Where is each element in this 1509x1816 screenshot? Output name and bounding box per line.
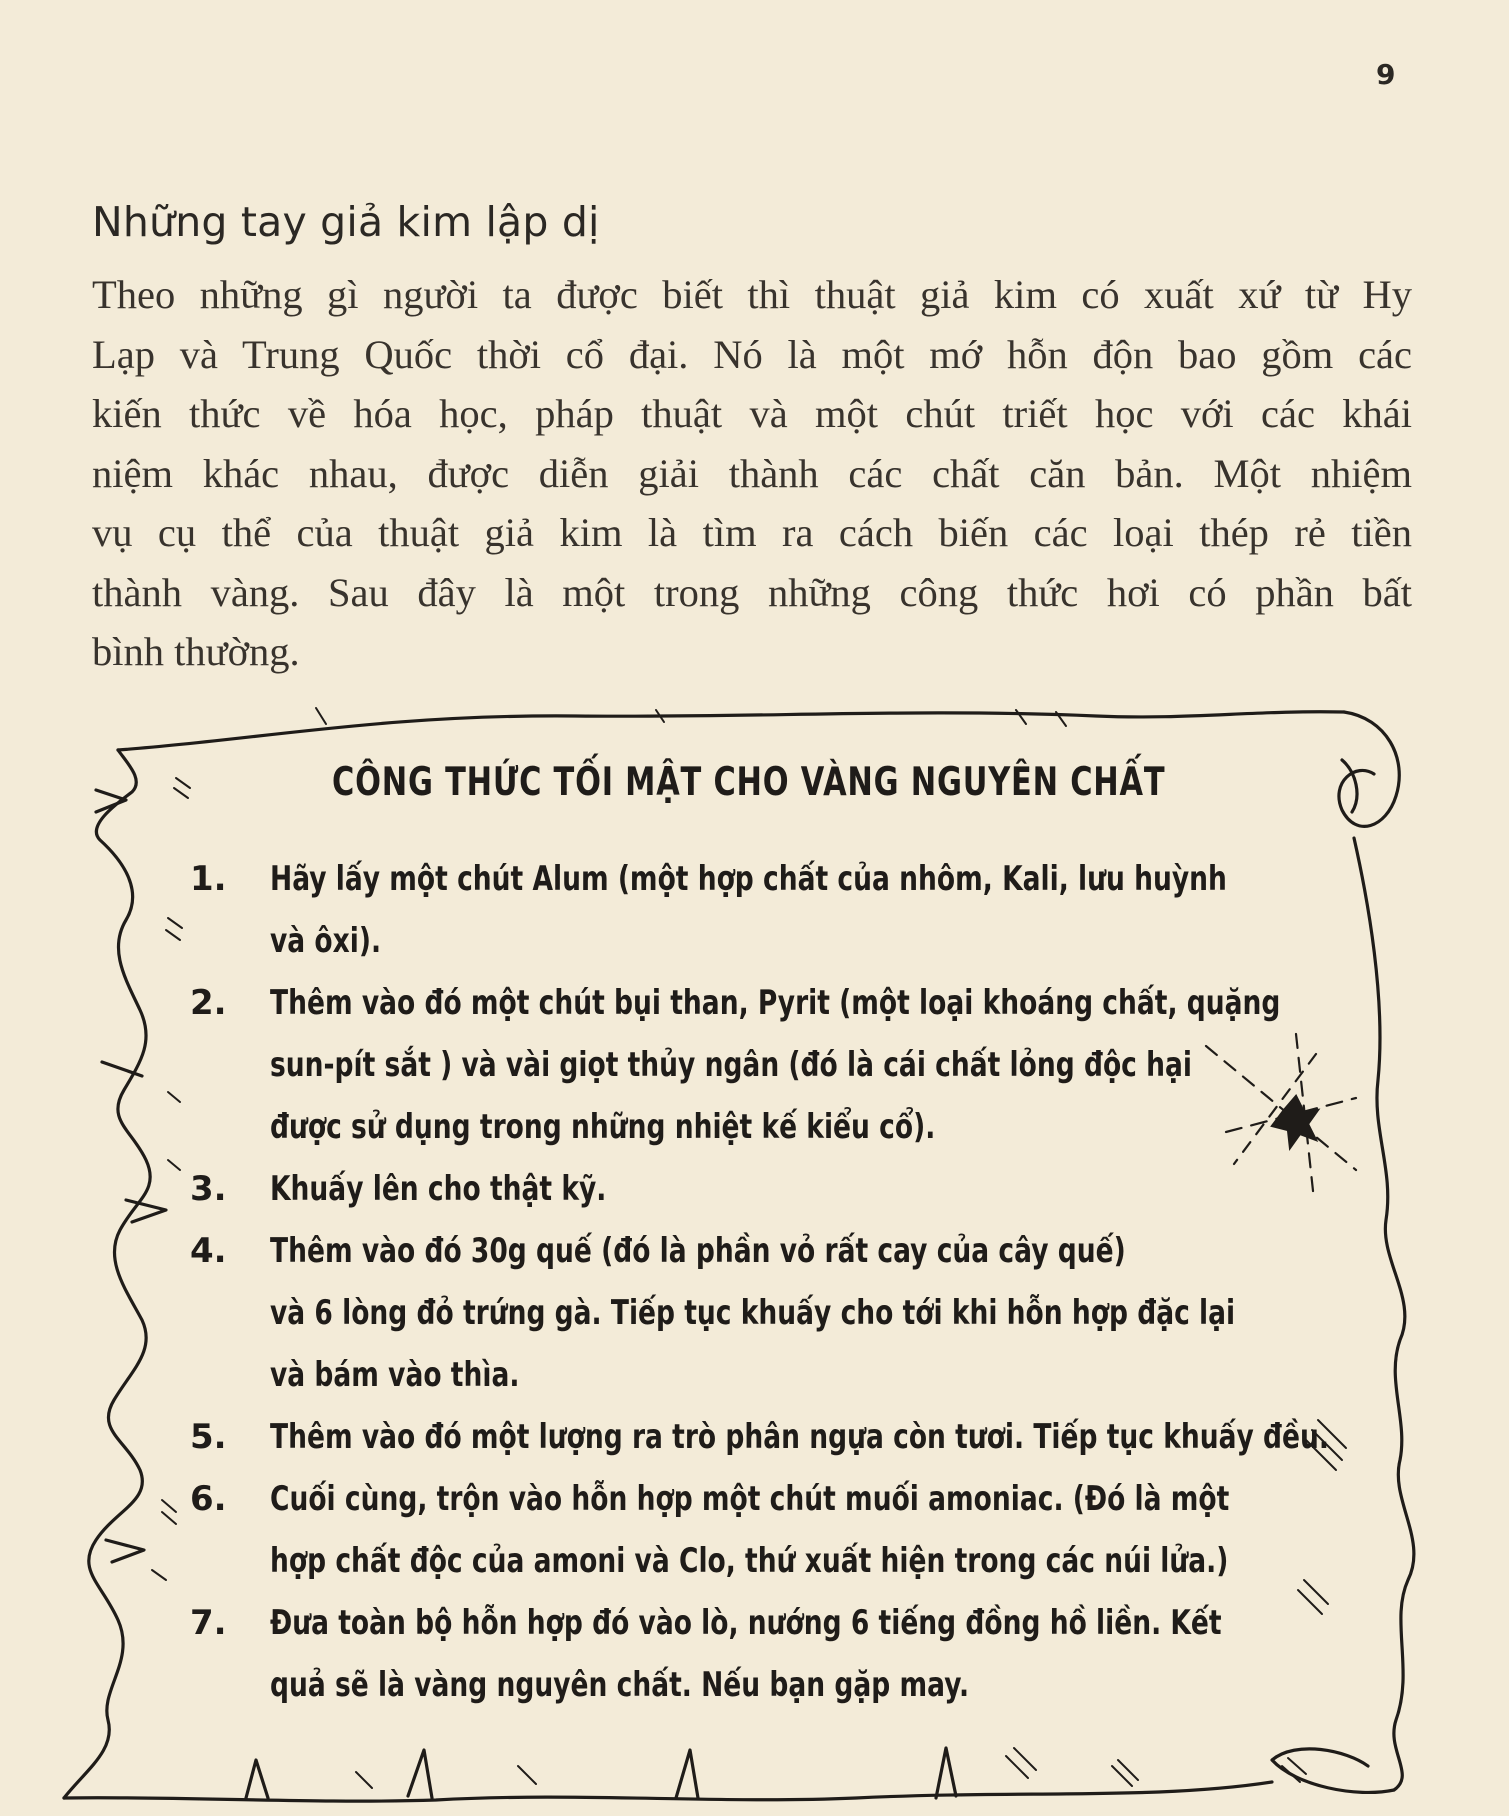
recipe-step [190,1406,1329,1468]
step-line: và 6 lòng đỏ trứng gà. Tiếp tục khuấy cho tới khi hỗn hợp đặc lại [270,1293,1236,1333]
step-number: 1. [190,859,227,899]
step-line: được sử dụng trong những nhiệt kế kiểu cổ). [270,1107,936,1147]
intro-line: niệm khác nhau, được diễn giải thành các chất căn bản. Một nhiệm [92,450,1412,496]
step-text [270,1158,1175,1220]
recipe-steps-list [190,848,1329,1716]
intro-line: vụ cụ thể của thuật giả kim là tìm ra cách biến các loại thép rẻ tiền [92,510,1412,555]
step-text [270,1592,1222,1716]
step-line: Thêm vào đó 30g quế (đó là phần vỏ rất cay của cây quế) [270,1231,1126,1271]
step-line: Thêm vào đó một lượng ra trò phân ngựa còn tươi. Tiếp tục khuấy đều. [270,1417,1329,1457]
recipe-step [190,1592,1310,1716]
step-line: và bám vào thìa. [270,1355,520,1395]
page-number: 9 [1376,58,1396,91]
step-line: Khuấy lên cho thật kỹ. [270,1169,607,1209]
step-number: 2. [190,983,227,1023]
step-text [270,1220,1236,1406]
step-number: 3. [190,1169,227,1209]
intro-paragraph [92,265,1412,682]
recipe-step [190,1220,1310,1406]
step-line: Thêm vào đó một chút bụi than, Pyrit (một loại khoáng chất, quặng [270,983,1281,1023]
step-line: Đưa toàn bộ hỗn hợp đó vào lò, nướng 6 tiếng đồng hồ liền. Kết [270,1603,1222,1643]
step-line: và ôxi). [270,921,382,961]
step-text [270,848,1227,972]
recipe-title: CÔNG THỨC TỐI MẬT CHO VÀNG NGUYÊN CHẤT [332,760,1166,805]
step-number: 7. [190,1603,227,1643]
intro-line: bình thường. [92,629,300,674]
step-line: Cuối cùng, trộn vào hỗn hợp một chút muối amoniac. (Đó là một [270,1479,1230,1519]
recipe-step [190,1468,1310,1592]
step-number: 4. [190,1231,227,1271]
step-line: quả sẽ là vàng nguyên chất. Nếu bạn gặp may. [270,1665,970,1705]
intro-line: Lạp và Trung Quốc thời cổ đại. Nó là một mớ hỗn độn bao gồm các [92,331,1412,377]
recipe-step [190,1158,1310,1220]
intro-line: thành vàng. Sau đây là một trong những công thức hơi có phần bất [92,569,1412,615]
step-text [270,972,1281,1158]
step-line: sun-pít sắt ) và vài giọt thủy ngân (đó là cái chất lỏng độc hại [270,1045,1192,1085]
recipe-step [190,848,1310,972]
section-heading: Những tay giả kim lập dị [92,198,600,246]
intro-line: kiến thức về hóa học, pháp thuật và một chút triết học với các khái [92,391,1412,436]
step-text [270,1468,1230,1592]
step-line: hợp chất độc của amoni và Clo, thứ xuất hiện trong các núi lửa.) [270,1541,1229,1581]
step-text [270,1406,1329,1468]
recipe-step [190,972,1310,1158]
step-line: Hãy lấy một chút Alum (một hợp chất của nhôm, Kali, lưu huỳnh [270,859,1227,899]
step-number: 6. [190,1479,227,1519]
intro-line: Theo những gì người ta được biết thì thuật giả kim có xuất xứ từ Hy [92,272,1412,317]
step-number: 5. [190,1417,227,1457]
